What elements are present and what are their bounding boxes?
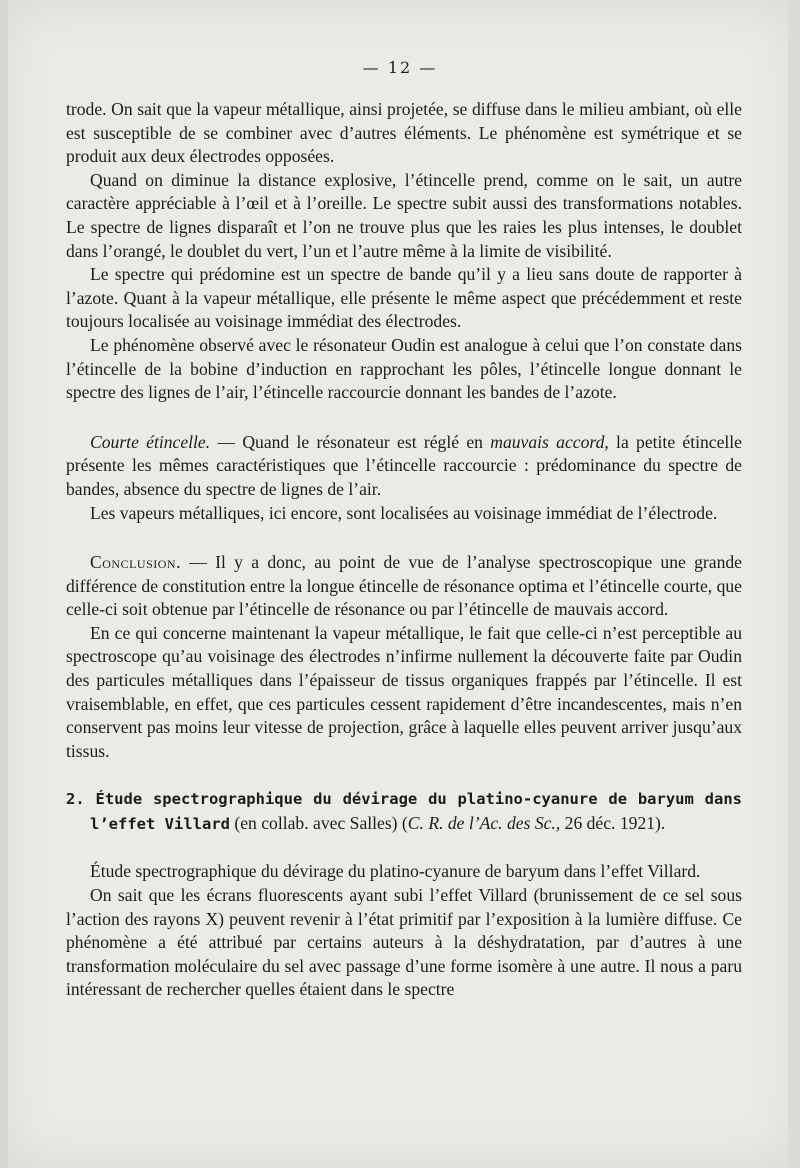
section-gap xyxy=(66,836,742,860)
page-edge-left xyxy=(0,0,8,1168)
paragraph-1: trode. On sait que la vapeur métallique, ainsi projetée, se diffuse dans le milieu ambiant, où elle est susceptible de se combiner avec d’autres éléments. Le phénomène est symétrique et se produit aux deux électrodes opposées. xyxy=(66,99,742,167)
page-edge-right xyxy=(788,0,800,1168)
heading-date: , 26 déc. 1921). xyxy=(555,813,666,834)
paragraph-3: Le spectre qui prédomine est un spectre de bande qu’il y a lieu sans doute de rapporter à l’azote. Quant à la vapeur métallique, elle présente le même aspect que précédemment et reste toujours localisée au voisinage immédiat des électrodes. xyxy=(66,264,742,332)
paragraph-vapeur-metallique: En ce qui concerne maintenant la vapeur métallique, le fait que celle-ci n’est perceptible au spectroscope qu’au voisinage des électrodes n’infirme nullement la découverte faite par Oudin des particules métalliques dans l’épaisseur de tissus organiques frappés par l’étincelle. Il est vraisemblable, en effet, que ces particules cessent rapidement d’être incandescentes, mais n’en conservent pas moins leur vitesse de projection, grâce à laquelle elles peuvent arriver jusqu’aux tissus. xyxy=(66,622,742,761)
paragraph-vapeurs: Les vapeurs métalliques, ici encore, sont localisées au voisinage immédiat de l’électrode. xyxy=(90,502,718,523)
paragraph-4: Le phénomène observé avec le résonateur Oudin est analogue à celui que l’on constate dans l’étincelle de la bobine d’induction en rapprochant les pôles, l’étincelle longue donnant le spectre des lignes de l’air, l’étincelle raccourcie donnant les bandes de l’azote. xyxy=(66,334,742,403)
paragraph-etude: Étude spectrographique du dévirage du platino-cyanure de baryum dans l’effet Villard. xyxy=(90,861,701,882)
courte-etincelle-label: Courte étincelle. xyxy=(90,431,211,452)
section-heading xyxy=(66,787,742,836)
page-number: — 12 — xyxy=(362,58,438,77)
courte-etincelle-text-b: , la petite étincelle présente les mêmes caractéristiques que l’étincelle raccourcie : prédominance du spectre de bandes, absence du spectre de lignes de l’air. xyxy=(66,431,742,499)
heading-collab: (en collab. avec Salles) ( xyxy=(229,813,408,834)
paragraph-2: Quand on diminue la distance explosive, l’étincelle prend, comme on le sait, un autre caractère appréciable à l’œil et à l’oreille. Le spectre subit aussi des transformations notables. Le spectre de lignes disparaît et l’on ne trouve plus que les raies les plus intenses, le doublet dans l’orangé, le doublet du vert, l’un et l’autre même à la limite de visibilité. xyxy=(66,169,742,261)
conclusion-label: Conclusion. xyxy=(90,552,181,573)
page-body xyxy=(66,98,742,1002)
mauvais-accord-italic: mauvais accord xyxy=(490,431,605,452)
paragraph-ecrans: On sait que les écrans fluorescents ayant subi l’effet Villard (brunissement de ce sel sous l’action des rayons X) peuvent revenir à l’état primitif par l’exposition à la lumière diffuse. Ce phénomène a été attribué par certains auteurs à la déshydratation, par d’autres à une transformation moléculaire du sel avec passage d’une forme isomère à une autre. Il nous a paru intéressant de rechercher quelles étaient dans le spectre xyxy=(66,885,742,1000)
heading-title: 2. Étude spectrographique du dévirage du platino-cyanure de baryum dans l’effet Villard xyxy=(66,790,742,834)
courte-etincelle-text-a: — Quand le résonateur est réglé en xyxy=(210,431,491,452)
paragraph-courte-etincelle xyxy=(66,431,742,502)
section-gap xyxy=(66,763,742,787)
section-gap xyxy=(66,525,742,551)
paragraph-conclusion xyxy=(66,551,742,622)
conclusion-text: — Il y a donc, au point de vue de l’analyse spectroscopique une grande différence de constitution entre la longue étincelle de résonance optima et l’étincelle courte, que celle-ci soit obtenue par l’étincelle de résonance ou par l’étincelle de mauvais accord. xyxy=(66,552,742,620)
heading-journal: C. R. de l’Ac. des Sc. xyxy=(407,813,556,834)
section-gap xyxy=(66,405,742,431)
